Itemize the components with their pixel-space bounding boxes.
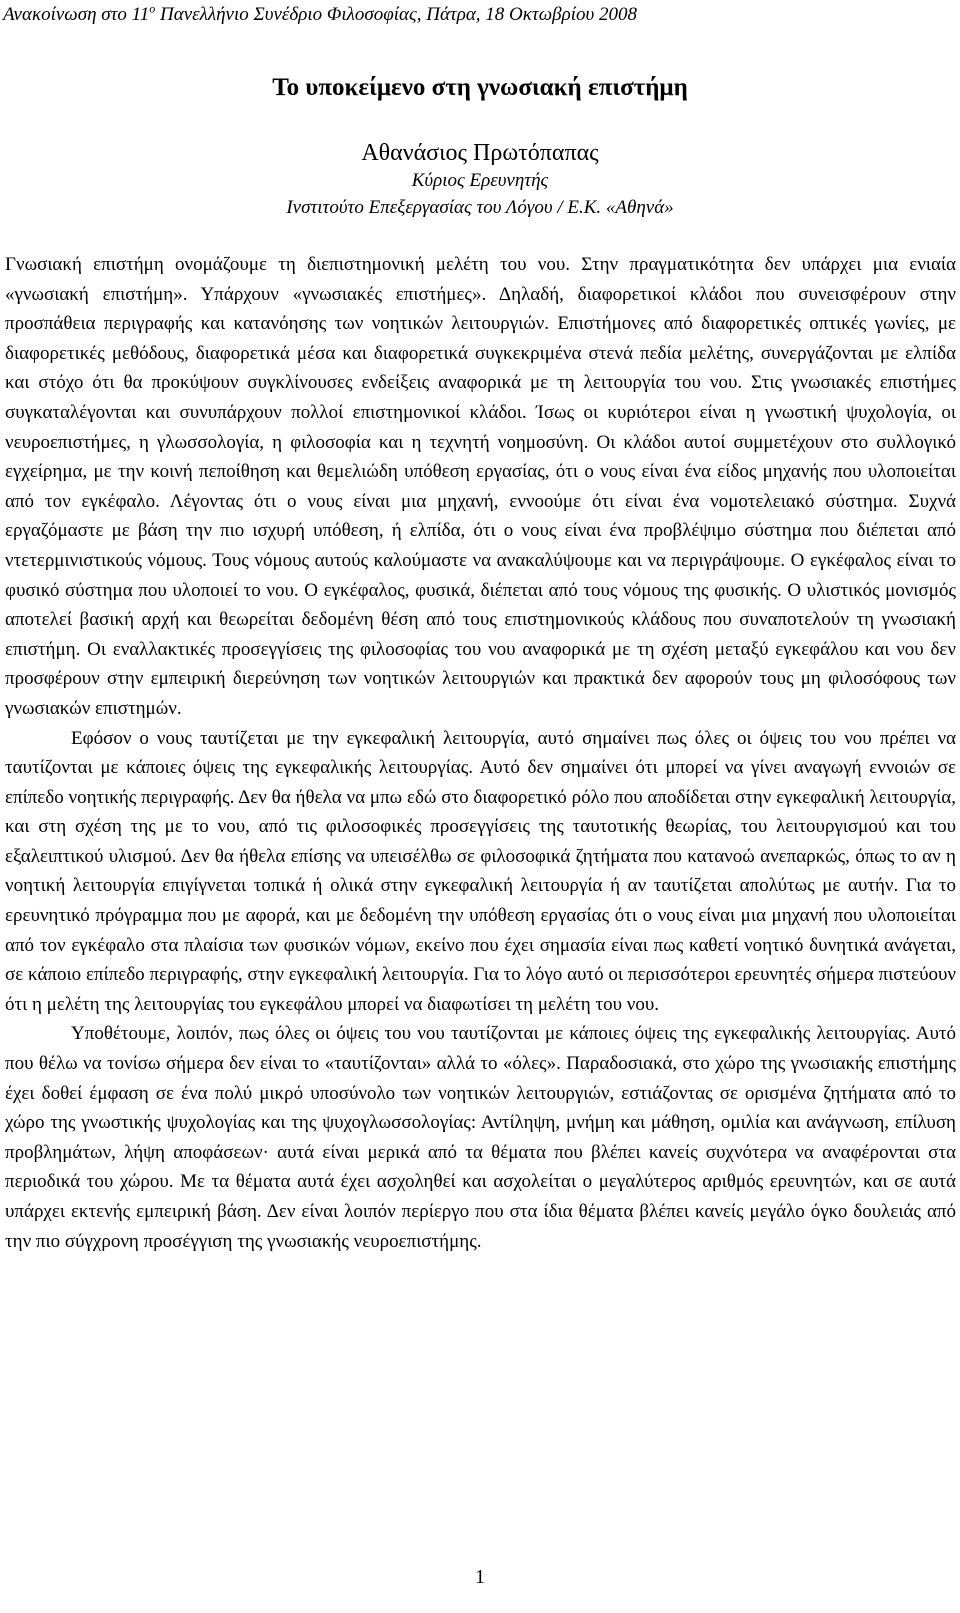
author-block — [0, 138, 960, 222]
running-header-suffix: Πανελλήνιο Συνέδριο Φιλοσοφίας, Πάτρα, 18 Οκτωβρίου 2008 — [155, 4, 637, 25]
running-header — [3, 1, 637, 26]
running-header-superscript: ο — [149, 1, 156, 16]
paragraph-1: Γνωσιακή επιστήμη ονομάζουμε τη διεπιστημονική μελέτη του νου. Στην πραγματικότητα δεν υπάρχει μια ενιαία «γνωσιακή επιστήμη». Υπάρχουν «γνωσιακές επιστήμες». Δηλαδή, διαφορετικοί κλάδοι που συνεισφέρουν στην προσπάθεια περιγραφής και κατανόησης των νοητικών λειτουργιών. Επιστήμονες από διαφορετικές οπτικές γωνίες, με διαφορετικές μεθόδους, διαφορετικά μέσα και διαφορετικά συγκεκριμένα στενά πεδία μελέτης, συνεργάζονται με ελπίδα και στόχο ότι θα προκύψουν συγκλίνουσες ενδείξεις αναφορικά με τη λειτουργία του νου. Στις γνωσιακές επιστήμες συγκαταλέγονται και συνυπάρχουν πολλοί επιστημονικοί κλάδοι. Ίσως οι κυριότεροι είναι η γνωστική ψυχολογία, οι νευροεπιστήμες, η γλωσσολογία, η φιλοσοφία και η τεχνητή νοημοσύνη. Οι κλάδοι αυτοί συμμετέχουν στο συλλογικό εγχείρημα, με την κοινή πεποίθηση και θεμελιώδη υπόθεση εργασίας, ότι ο νους είναι ένα είδος μηχανής που υλοποιείται από τον εγκέφαλο. Λέγοντας ότι ο νους είναι μια μηχανή, εννοούμε ότι είναι ένα νομοτελειακό σύστημα. Συχνά εργαζόμαστε με βάση την πιο ισχυρή υπόθεση, ή ελπίδα, ότι ο νους είναι ένα προβλέψιμο σύστημα που διέπεται από ντετερμινιστικούς νόμους. Τους νόμους αυτούς καλούμαστε να ανακαλύψουμε και να περιγράψουμε. Ο εγκέφαλος είναι το φυσικό σύστημα που υλοποιεί το νου. Ο εγκέφαλος, φυσικά, διέπεται από τους νόμους της φυσικής. Ο υλιστικός μονισμός αποτελεί βασική αρχή και θεωρείται δεδομένη θέση από τους επιστημονικούς κλάδους που συναποτελούν τη γνωσιακή επιστήμη. Οι εναλλακτικές προσεγγίσεις της φιλοσοφίας του νου αναφορικά με τη σχέση μεταξύ εγκεφάλου και νου δεν προσφέρουν στην εμπειρική διερεύνηση των νοητικών λειτουργιών και πρακτικά δεν αφορούν τους μη φιλοσόφους των γνωσιακών επιστημών. — [5, 254, 956, 719]
author-role: Κύριος Ερευνητής — [411, 170, 549, 191]
paragraph-2: Εφόσον ο νους ταυτίζεται με την εγκεφαλική λειτουργία, αυτό σημαίνει πως όλες οι όψεις του νου πρέπει να ταυτίζονται με κάποιες όψεις της εγκεφαλικής λειτουργίας. Αυτό δεν σημαίνει ότι μπορεί να γίνει αναγωγή εννοιών σε επίπεδο νοητικής περιγραφής. Δεν θα ήθελα να μπω εδώ στο διαφορετικό ρόλο που αποδίδεται στην εγκεφαλική λειτουργία, και στη σχέση της με το νου, από τις φιλοσοφικές προσεγγίσεις της ταυτοτικής θεωρίας, του λειτουργισμού και του εξαλειπτικού υλισμού. Δεν θα ήθελα επίσης να υπεισέλθω σε φιλοσοφικά ζητήματα που κατανοώ ανεπαρκώς, όπως το αν η νοητική λειτουργία επιγίγνεται τοπικά ή ολικά στην εγκεφαλική λειτουργία ή αν ταυτίζεται απολύτως με αυτήν. Για το ερευνητικό πρόγραμμα που με αφορά, και με δεδομένη την υπόθεση εργασίας ότι ο νους είναι μια μηχανή που υλοποιείται από τον εγκέφαλο στα πλαίσια των φυσικών νόμων, εκείνο που έχει σημασία είναι πως καθετί νοητικό δυνητικά ανάγεται, σε κάποιο επίπεδο περιγραφής, στην εγκεφαλική λειτουργία. Για το λόγο αυτό οι περισσότεροι ερευνητές σήμερα πιστεύουν ότι η μελέτη της λειτουργίας του εγκεφάλου μπορεί να διαφωτίσει τη μελέτη του νου. — [5, 727, 956, 1015]
paragraph-3: Υποθέτουμε, λοιπόν, πως όλες οι όψεις του νου ταυτίζονται με κάποιες όψεις της εγκεφαλικής λειτουργίας. Αυτό που θέλω να τονίσω σήμερα δεν είναι το «ταυτίζονται» αλλά το «όλες». Παραδοσιακά, στο χώρο της γνωσιακής επιστήμης έχει δοθεί έμφαση σε ένα πολύ μικρό υποσύνολο των νοητικών λειτουργιών, εστιάζοντας σε ορισμένα ζητήματα από το χώρο της γνωστικής ψυχολογίας και της ψυχογλωσσολογίας: Αντίληψη, μνήμη και μάθηση, ομιλία και ανάγνωση, επίλυση προβλημάτων, λήψη αποφάσεων· αυτά είναι μερικά από τα θέματα που βλέπει κανείς συχνότερα να αναφέρονται στα περιοδικά του χώρου. Με τα θέματα αυτά έχει ασχοληθεί και ασχολείται ο μεγαλύτερος αριθμός ερευνητών, και σε αυτά υπάρχει εκτενής εμπειρική βάση. Δεν είναι λοιπόν περίεργο που στα ίδια θέματα βλέπει κανείς μεγάλο όγκο δουλειάς από την πιο σύγχρονη προσέγγιση της γνωσιακής νευροεπιστήμης. — [5, 1023, 956, 1252]
paper-title: Το υποκείμενο στη γνωσιακή επιστήμη — [272, 74, 688, 101]
author-affiliation: Ινστιτούτο Επεξεργασίας του Λόγου / Ε.Κ. «Αθηνά» — [286, 197, 674, 218]
body-text — [5, 250, 956, 1256]
running-header-prefix: Ανακοίνωση στο 11 — [3, 4, 150, 25]
author-name: Αθανάσιος Πρωτόπαπας — [361, 140, 599, 166]
page-number: 1 — [475, 1566, 485, 1588]
